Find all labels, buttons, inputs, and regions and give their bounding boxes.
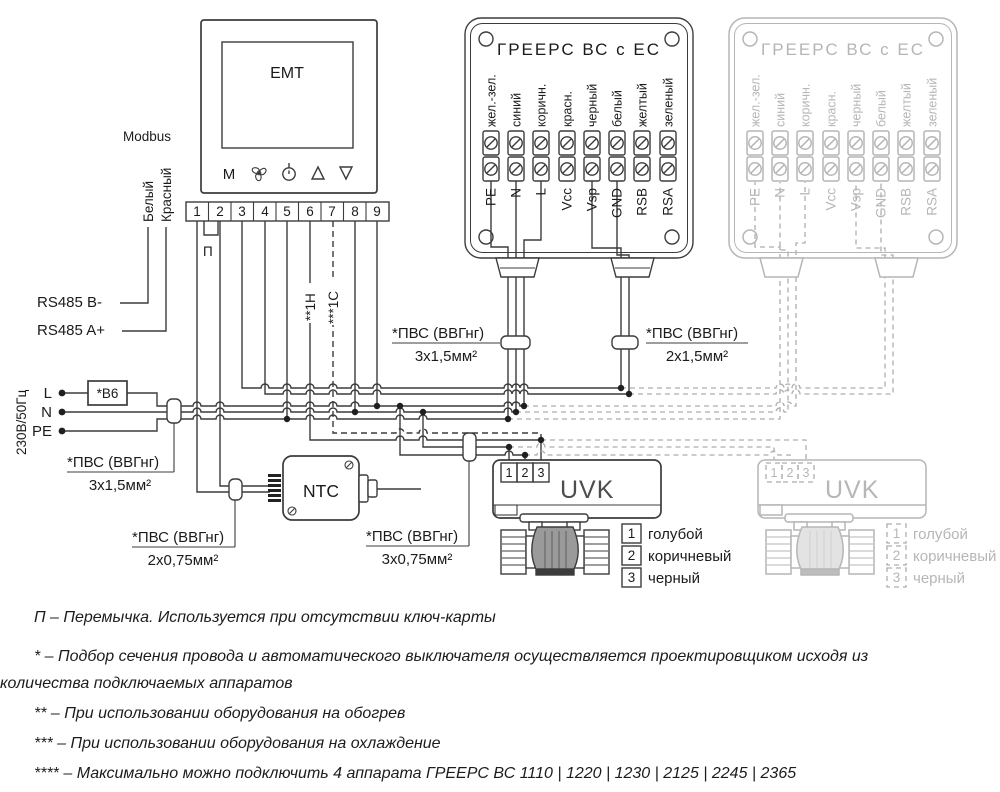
- note-heating: ** – При использовании оборудования на обогрев: [34, 705, 406, 722]
- greers-unit-2-labels: [748, 40, 940, 218]
- pin-label: PE: [483, 188, 499, 207]
- ntc-label: NTC: [303, 481, 339, 501]
- emt-terminal-2: 2: [216, 204, 224, 219]
- pin-label: GND: [609, 188, 625, 218]
- cable-size-signal: 2х1,5мм²: [665, 348, 729, 365]
- cable-gland: [760, 258, 803, 277]
- legend-num: 2: [892, 548, 901, 563]
- cable-name-valve: *ПВС (ВВГнг): [366, 528, 459, 545]
- cable-name-feed: *ПВС (ВВГнг): [67, 454, 160, 471]
- legend-color: черный: [913, 570, 965, 587]
- mode-button: M: [222, 166, 236, 183]
- greers-unit-1-labels: [484, 40, 676, 218]
- unit1-title: ГРЕЕРС ВС с ЕС: [497, 40, 661, 59]
- wire-color-label: коричн.: [798, 83, 813, 127]
- power-input: [14, 381, 127, 455]
- uvk-valve-2: [758, 460, 996, 587]
- heat-wire-mark: **1Н: [303, 293, 318, 321]
- cool-wire-mark: ***1С: [326, 290, 341, 324]
- wire-color-label: коричн.: [534, 83, 549, 127]
- modbus-title: Modbus: [122, 129, 172, 144]
- uvk1-label: UVK: [560, 476, 615, 504]
- ntc-sensor: [268, 456, 421, 520]
- wire-color-label: черный: [585, 83, 600, 127]
- legend-color: коричневый: [913, 548, 997, 565]
- emt-terminal-3: 3: [238, 204, 246, 219]
- cable-size-valve: 3х0,75мм²: [381, 551, 453, 568]
- thermostat-wires: [197, 221, 629, 492]
- legend-num: 1: [627, 526, 636, 541]
- pin-label: L: [797, 188, 813, 196]
- emt-terminal-4: 4: [261, 204, 269, 219]
- wire-color-label: синий: [773, 92, 788, 127]
- emt-terminal-8: 8: [351, 204, 359, 219]
- pin-label: Vsp: [584, 188, 600, 212]
- uvk1-pin-2: 2: [521, 466, 529, 480]
- uvk-valve-1: [493, 460, 731, 587]
- cable-size-unit-power: 3х1,5мм²: [414, 348, 478, 365]
- pin-label: RSB: [634, 188, 650, 216]
- legend-color: голубой: [913, 526, 968, 543]
- wire-color-label: зеленый: [661, 77, 676, 127]
- uvk2-pin-3: 3: [802, 466, 810, 480]
- legend-color: коричневый: [648, 548, 732, 565]
- pin-label: RSB: [898, 188, 914, 216]
- emt-title: EMT: [270, 65, 304, 82]
- modbus-white-label: Белый: [141, 180, 156, 222]
- rs485-b-label: RS485 B-: [37, 294, 103, 311]
- pin-label: RSA: [924, 188, 940, 216]
- pin-label: GND: [873, 188, 889, 218]
- unit2-title: ГРЕЕРС ВС с ЕС: [761, 40, 925, 59]
- valve-body: [501, 514, 609, 575]
- line-l-label: L: [43, 385, 52, 402]
- note-cable-selection: * – Подбор сечения провода и автоматического выключателя осуществляется проектировщиком исходя из количества подключаемых аппаратов: [0, 648, 869, 693]
- emt-terminal-9: 9: [373, 204, 381, 219]
- wire-color-label: зеленый: [925, 77, 940, 127]
- power-bus-wires: [65, 393, 524, 431]
- uvk2-label: UVK: [825, 476, 880, 504]
- emt-terminal-5: 5: [283, 204, 291, 219]
- wire-color-label: синий: [509, 92, 524, 127]
- fan-icon: [251, 166, 266, 181]
- pin-label: Vcc: [823, 188, 839, 211]
- legend-color: голубой: [648, 526, 703, 543]
- breaker-label: *В6: [96, 386, 119, 401]
- daisy-chain-wires: [508, 182, 893, 463]
- note-jumper: П – Перемычка. Используется при отсутствии ключ-карты: [34, 609, 496, 626]
- emt-terminal-6: 6: [306, 204, 314, 219]
- note-cooling: *** – При использовании оборудования на охлаждение: [34, 735, 441, 752]
- wire-color-label: жел.-зел.: [484, 74, 499, 127]
- wire-color-label: черный: [849, 83, 864, 127]
- arrow-down-icon: [340, 167, 352, 179]
- modbus-leads: [120, 227, 166, 331]
- pin-label: L: [533, 188, 549, 196]
- emt-terminal-1: 1: [193, 204, 201, 219]
- cable-name-unit-power: *ПВС (ВВГнг): [392, 325, 485, 342]
- emt-terminal-7: 7: [328, 204, 336, 219]
- cable-name-signal: *ПВС (ВВГнг): [646, 325, 739, 342]
- uvk2-legend: [887, 524, 996, 587]
- legend-color: черный: [648, 570, 700, 587]
- arrow-up-icon: [312, 167, 324, 179]
- pin-label: PE: [747, 188, 763, 207]
- uvk2-pin-1: 1: [770, 466, 778, 480]
- modbus-red-label: Красный: [159, 167, 174, 222]
- unit1-terminal-leads: [491, 181, 629, 419]
- wire-color-label: белый: [610, 90, 625, 127]
- wire-color-label: жел.-зел.: [748, 74, 763, 127]
- uvk2-pin-2: 2: [786, 466, 794, 480]
- wire-color-label: белый: [874, 90, 889, 127]
- rs485-a-label: RS485 A+: [37, 322, 105, 339]
- wire-color-label: красн.: [560, 91, 575, 127]
- uvk1-legend: [622, 524, 731, 587]
- pin-label: N: [508, 188, 524, 198]
- valve-body-faded: [766, 514, 874, 575]
- legend-num: 3: [627, 570, 636, 585]
- pin-label: RSA: [660, 188, 676, 216]
- legend-num: 1: [892, 526, 901, 541]
- cable-labels: [67, 325, 748, 569]
- pin-label: Vcc: [559, 188, 575, 211]
- wire-color-label: желтый: [899, 83, 914, 127]
- pin-label: N: [772, 188, 788, 198]
- power-timer-icon: [283, 163, 295, 180]
- junction-dots: [59, 385, 633, 458]
- emt-display: [222, 42, 353, 148]
- cable-size-feed: 3х1,5мм²: [88, 477, 152, 494]
- cable-gland: [875, 258, 918, 277]
- legend-num: 3: [892, 570, 901, 585]
- note-max-units: **** – Максимально можно подключить 4 аппарата ГРЕЕРС ВС 1110 | 1220 | 1230 | 2125 | 2245 | 2365: [34, 765, 797, 782]
- emt-terminal-strip: [186, 202, 389, 221]
- uvk1-pin-3: 3: [537, 466, 545, 480]
- ntc-cable-connector: [268, 474, 281, 502]
- legend-num: 2: [627, 548, 636, 563]
- wire-marks: [302, 281, 341, 325]
- wire-color-label: желтый: [635, 83, 650, 127]
- uvk1-pin-1: 1: [505, 466, 513, 480]
- jumper-label: П: [203, 244, 213, 259]
- cable-name-ntc: *ПВС (ВВГнг): [132, 529, 225, 546]
- pin-label: Vsp: [848, 188, 864, 212]
- wire-color-label: красн.: [824, 91, 839, 127]
- cable-size-ntc: 2х0,75мм²: [147, 552, 219, 569]
- line-n-label: N: [41, 404, 52, 421]
- voltage-label: 230В/50Гц: [14, 389, 29, 455]
- modbus-legend: [37, 129, 174, 339]
- line-pe-label: PE: [31, 423, 52, 440]
